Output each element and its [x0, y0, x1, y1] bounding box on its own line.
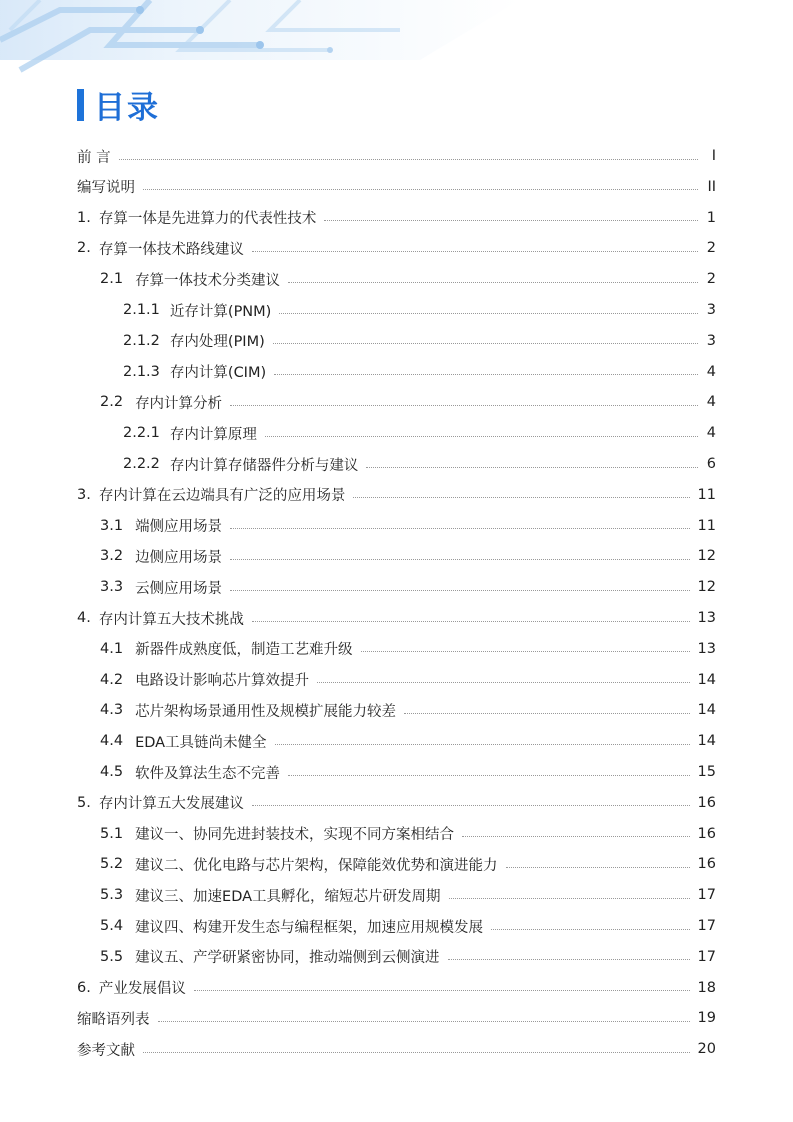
toc-entry-number: 5.1 [100, 825, 124, 842]
toc-entry[interactable] [100, 727, 716, 755]
header-circuit-decoration [0, 0, 793, 90]
toc-entry[interactable] [100, 850, 716, 878]
toc-entry[interactable] [77, 1035, 716, 1063]
toc-entry-label: 存算一体是先进算力的代表性技术 [98, 211, 317, 228]
toc-entry[interactable] [77, 481, 716, 509]
toc-entry-number: 2.1 [100, 271, 124, 288]
toc-entry-number: 1. [77, 209, 91, 226]
toc-entry[interactable] [100, 542, 716, 570]
toc-entry-label: 存算一体技术路线建议 [98, 241, 244, 258]
toc-entry[interactable] [123, 296, 716, 324]
toc-entry[interactable] [123, 358, 716, 386]
toc-entry-number: 5. [77, 794, 91, 811]
heading-accent-bar [77, 89, 84, 121]
toc-entry-label: 存内计算存储器件分析与建议 [169, 457, 359, 474]
toc-entry[interactable] [123, 419, 716, 447]
toc-entry-label: EDA工具链尚未健全 [135, 734, 267, 751]
toc-entry-label: 存内计算原理 [169, 426, 257, 443]
toc-dot-leader [273, 343, 698, 344]
toc-entry-label: 参考文献 [77, 1042, 135, 1059]
toc-entry-page: 2 [706, 240, 716, 257]
toc-entry-label: 建议一、协同先进封装技术，实现不同方案相结合 [135, 827, 455, 844]
toc-entry-number: 4.4 [100, 733, 124, 750]
toc-entry-number: 2.1.2 [123, 332, 160, 349]
toc-dot-leader [353, 497, 689, 498]
toc-dot-leader [288, 775, 689, 776]
toc-heading [77, 82, 160, 127]
toc-dot-leader [506, 867, 690, 868]
toc-entry-page: 14 [697, 733, 716, 750]
toc-entry-number: 5.5 [100, 948, 124, 965]
toc-entry-page: 4 [706, 425, 716, 442]
toc-entry[interactable] [77, 974, 716, 1002]
toc-entry-page: 17 [697, 918, 716, 934]
toc-entry-number: 3. [77, 486, 91, 503]
toc-entry-number: 2.2.2 [123, 456, 160, 472]
toc-entry-page: 16 [697, 794, 716, 811]
toc-dot-leader [143, 1052, 690, 1053]
toc-entry-number: 4.5 [100, 764, 124, 780]
toc-dot-leader [230, 405, 698, 406]
toc-entry-page: 19 [697, 1010, 716, 1027]
toc-dot-leader [252, 621, 690, 622]
toc-entry[interactable] [77, 1004, 716, 1032]
toc-entry-page: 4 [706, 394, 716, 411]
toc-entry-page: 1 [706, 209, 716, 226]
toc-entry-page: 13 [697, 610, 716, 626]
toc-entry[interactable] [100, 265, 716, 293]
toc-entry-page: 6 [706, 456, 716, 472]
toc-entry-page: I [711, 148, 716, 164]
toc-entry-label: 边侧应用场景 [135, 549, 223, 566]
toc-entry-label: 编写说明 [77, 180, 135, 197]
toc-entry[interactable] [100, 573, 716, 601]
toc-dot-leader [274, 374, 698, 375]
toc-entry-label: 端侧应用场景 [135, 519, 223, 536]
toc-entry-page: 14 [697, 702, 716, 719]
toc-dot-leader [230, 559, 689, 560]
toc-entry-label: 存算一体技术分类建议 [135, 272, 281, 289]
toc-entry-page: 14 [697, 671, 716, 688]
toc-entry-label: 存内计算(CIM) [169, 365, 267, 382]
toc-entry-page: 12 [697, 579, 716, 596]
toc-dot-leader [279, 313, 698, 314]
toc-dot-leader [317, 682, 689, 683]
toc-entry-label: 产业发展倡议 [98, 981, 186, 998]
toc-entry-page: 17 [697, 948, 716, 965]
toc-entry[interactable] [77, 234, 716, 262]
toc-entry-label: 缩略语列表 [77, 1011, 150, 1028]
toc-entry[interactable] [123, 450, 716, 478]
toc-entry-label: 电路设计影响芯片算效提升 [135, 673, 310, 690]
toc-entry-page: 2 [706, 271, 716, 288]
toc-entry[interactable] [100, 696, 716, 724]
toc-dot-leader [288, 282, 698, 283]
toc-entry-page: 4 [706, 363, 716, 380]
toc-entry-number: 4. [77, 610, 91, 626]
toc-entry-number: 2.2 [100, 394, 124, 411]
toc-entry-page: 16 [697, 825, 716, 842]
toc-entry-page: 13 [697, 640, 716, 657]
toc-dot-leader [361, 651, 690, 652]
toc-entry[interactable] [100, 512, 716, 540]
toc-entry-label: 新器件成熟度低，制造工艺难升级 [135, 642, 353, 659]
toc-dot-leader [491, 929, 689, 930]
toc-entry-page: 18 [697, 979, 716, 996]
toc-entry-page: 3 [706, 302, 716, 318]
toc-entry-number: 4.2 [100, 671, 124, 688]
toc-entry-page: 3 [706, 332, 716, 349]
toc-entry[interactable] [77, 789, 716, 817]
toc-entry-label: 存内计算分析 [135, 395, 223, 412]
toc-entry-page: 11 [697, 517, 716, 534]
toc-entry-label: 建议四、构建开发生态与编程框架，加速应用规模发展 [135, 919, 484, 936]
toc-dot-leader [324, 220, 698, 221]
toc-entry-page: II [707, 178, 716, 195]
toc-entry-page: 20 [697, 1041, 716, 1058]
toc-entry-number: 5.2 [100, 856, 124, 873]
toc-entry[interactable] [77, 173, 716, 201]
toc-entry-label: 建议二、优化电路与芯片架构，保障能效优势和演进能力 [135, 857, 498, 874]
toc-dot-leader [230, 528, 689, 529]
toc-entry-page: 15 [697, 764, 716, 780]
toc-entry-label: 存内计算五大发展建议 [98, 796, 244, 813]
toc-entry-label: 存内计算在云边端具有广泛的应用场景 [98, 488, 346, 505]
toc-entry[interactable] [100, 912, 716, 940]
toc-entry-number: 2.1.3 [123, 363, 160, 380]
toc-dot-leader [252, 805, 690, 806]
toc-entry-label: 建议五、产学研紧密协同，推动端侧到云侧演进 [135, 950, 440, 967]
toc-entry-number: 3.3 [100, 579, 124, 596]
toc-dot-leader [158, 1021, 690, 1022]
toc-dot-leader [449, 898, 690, 899]
toc-entry-label: 前 言 [77, 149, 111, 166]
toc-dot-leader [462, 836, 689, 837]
toc-entry[interactable] [100, 881, 716, 909]
toc-entry-number: 2.1.1 [123, 302, 160, 318]
toc-entry-label: 存内计算五大技术挑战 [98, 611, 244, 628]
toc-dot-leader [275, 744, 690, 745]
toc-entry[interactable] [100, 388, 716, 416]
toc-entry-number: 3.1 [100, 517, 124, 534]
toc-entry[interactable] [77, 204, 716, 232]
toc-dot-leader [194, 990, 690, 991]
page-title: 目录 [94, 90, 160, 126]
toc-entry-number: 4.1 [100, 640, 124, 657]
toc-entry-number: 5.3 [100, 887, 124, 904]
toc-entry-page: 12 [697, 548, 716, 565]
toc-entry-label: 云侧应用场景 [135, 580, 223, 597]
toc-entry-number: 2.2.1 [123, 425, 160, 442]
toc-dot-leader [252, 251, 698, 252]
toc-dot-leader [448, 959, 690, 960]
toc-entry-label: 软件及算法生态不完善 [135, 765, 281, 782]
toc-entry-page: 11 [697, 486, 716, 503]
toc-entry-label: 芯片架构场景通用性及规模扩展能力较差 [135, 703, 397, 720]
toc-entry-number: 2. [77, 240, 91, 257]
toc-entry-label: 存内处理(PIM) [169, 334, 265, 351]
toc-entry-number: 5.4 [100, 918, 124, 934]
toc-entry-label: 近存计算(PNM) [169, 303, 272, 320]
toc-entry-page: 17 [697, 887, 716, 904]
toc-entry[interactable] [77, 604, 716, 632]
toc-entry-number: 4.3 [100, 702, 124, 719]
toc-entry[interactable] [100, 666, 716, 694]
toc-dot-leader [143, 189, 698, 190]
toc-entry[interactable] [100, 943, 716, 971]
toc-entry-page: 16 [697, 856, 716, 873]
toc-entry-number: 6. [77, 979, 91, 996]
toc-dot-leader [404, 713, 689, 714]
toc-dot-leader [119, 159, 698, 160]
toc-dot-leader [230, 590, 689, 591]
toc-entry[interactable] [77, 142, 716, 170]
toc-entry-number: 3.2 [100, 548, 124, 565]
toc-entry[interactable] [100, 635, 716, 663]
toc-entry-label: 建议三、加速EDA工具孵化，缩短芯片研发周期 [135, 888, 441, 905]
toc-entry[interactable] [100, 758, 716, 786]
toc-entry[interactable] [123, 327, 716, 355]
toc-dot-leader [366, 467, 698, 468]
toc-dot-leader [265, 436, 698, 437]
toc-entry[interactable] [100, 820, 716, 848]
